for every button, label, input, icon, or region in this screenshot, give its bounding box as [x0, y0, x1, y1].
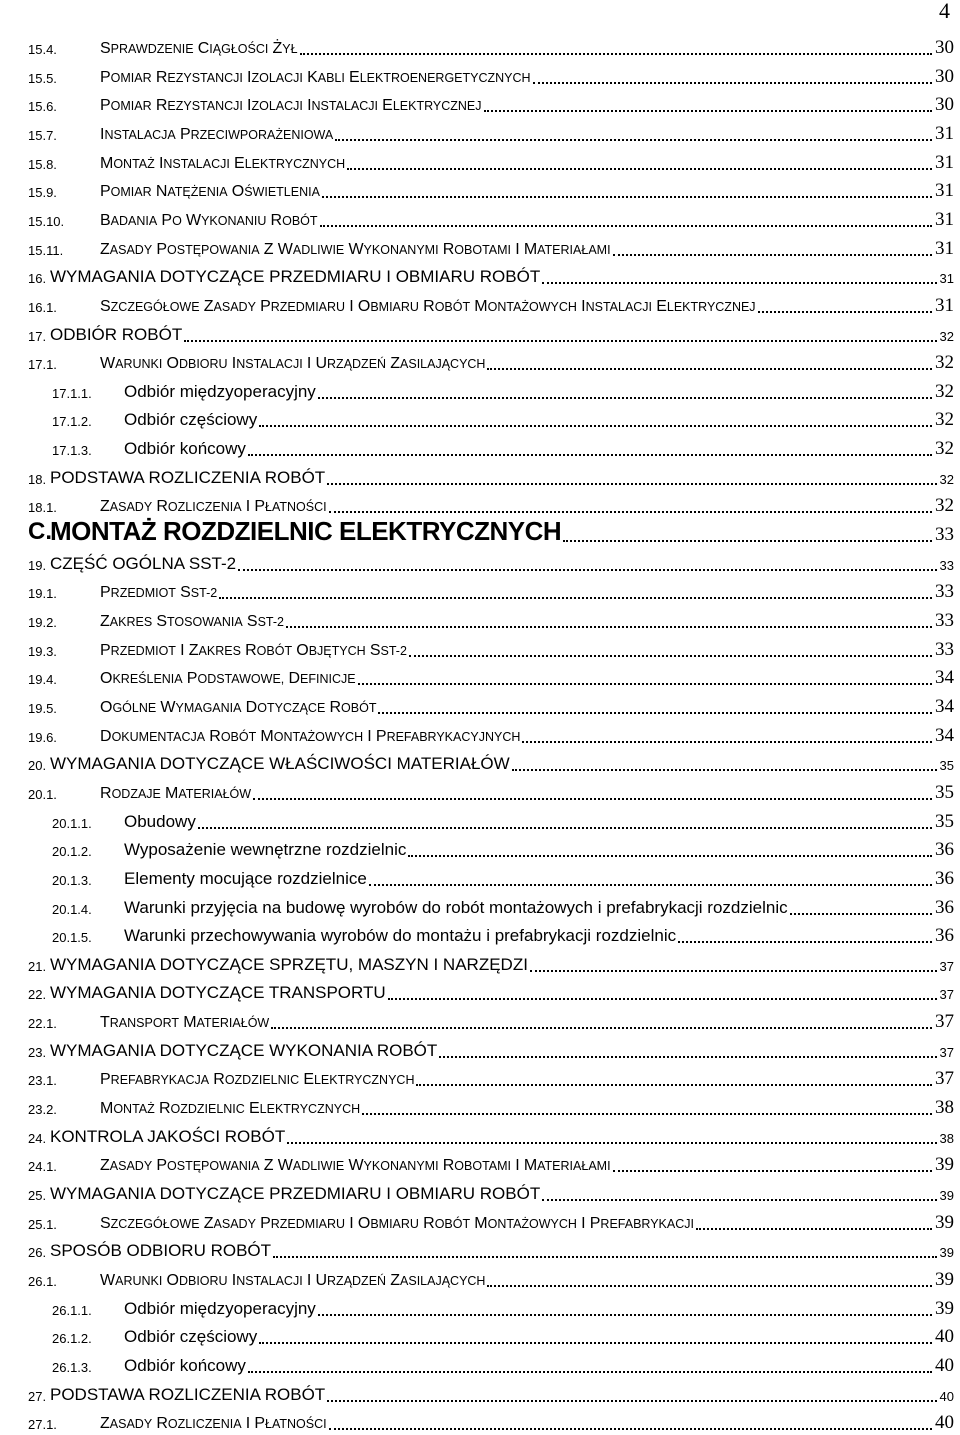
toc-entry-page: 39 [935, 1211, 954, 1233]
toc-entry[interactable] [0, 720, 954, 748]
toc-entry-title: Odbiór końcowy [124, 1355, 246, 1375]
toc-entry-title: WYMAGANIA DOTYCZĄCE PRZEDMIARU I OBMIARU ROBÓT [50, 267, 541, 287]
toc-entry-page: 32 [939, 328, 954, 344]
toc-entry-title: WYMAGANIA DOTYCZĄCE PRZEDMIARU I OBMIARU ROBÓT [50, 1184, 541, 1203]
toc-entry[interactable] [0, 892, 954, 920]
toc-entry[interactable] [0, 347, 954, 375]
toc-entry[interactable] [0, 1035, 954, 1063]
toc-entry[interactable] [0, 1063, 954, 1091]
toc-entry-number: 16.1. [28, 299, 57, 315]
toc-leader-dots [563, 540, 932, 542]
toc-entry-number: 27. [28, 1388, 47, 1404]
toc-entry[interactable] [0, 662, 954, 690]
toc-entry-title: WARUNKI ODBIORU INSTALACJI I URZĄDZEŃ ZASILAJĄCYCH [100, 355, 486, 373]
toc-leader-dots [287, 1142, 937, 1144]
toc-entry-number: 23.1. [28, 1073, 57, 1089]
toc-entry-number: 15.6. [28, 99, 57, 115]
toc-entry[interactable] [0, 1092, 954, 1120]
toc-entry-page: 33 [935, 581, 954, 603]
toc-leader-dots [378, 712, 932, 714]
toc-entry-number: 20.1.5. [52, 930, 92, 946]
toc-entry-page: 37 [939, 987, 954, 1003]
toc-entry-page: 38 [935, 1097, 954, 1119]
toc-leader-dots [416, 1084, 932, 1086]
toc-leader-dots [286, 626, 932, 628]
toc-entry[interactable] [0, 863, 954, 891]
toc-entry-title: Odbiór częściowy [124, 1327, 258, 1347]
toc-leader-dots [318, 1314, 932, 1316]
toc-leader-dots [522, 741, 932, 743]
toc-entry-title: ZASADY POSTĘPOWANIA Z WADLIWIE WYKONANYMI ROBOTAMI I MATERIAŁAMI [100, 240, 611, 258]
toc-leader-dots [248, 1371, 932, 1373]
toc-entry[interactable] [0, 433, 954, 461]
toc-leader-dots [533, 82, 932, 84]
toc-entry-number: 15.7. [28, 127, 57, 143]
toc-entry-number: 26.1.3. [52, 1359, 92, 1375]
toc-entry[interactable] [0, 233, 954, 261]
toc-entry-title: SZCZEGÓŁOWE ZASADY PRZEDMIARU I OBMIARU ROBÓT MONTAŻOWYCH I PREFABRYKACJI [100, 1214, 694, 1232]
toc-entry-number: 26.1.2. [52, 1331, 92, 1347]
toc-entry-title: KONTROLA JAKOŚCI ROBÓT [50, 1126, 286, 1146]
toc-leader-dots [362, 1113, 932, 1115]
toc-entry-page: 37 [939, 1044, 954, 1060]
toc-entry-page: 32 [935, 380, 954, 402]
toc-entry-title: Elementy mocujące rozdzielnice [124, 868, 367, 888]
toc-entry-page: 39 [939, 1188, 954, 1203]
toc-entry[interactable] [0, 261, 954, 289]
toc-entry-title: SPOSÓB ODBIORU ROBÓT [50, 1241, 272, 1261]
toc-entry-title: POMIAR NATĘŻENIA OŚWIETLENIA [100, 183, 320, 201]
toc-entry-title: ODBIÓR ROBÓT [50, 324, 183, 344]
toc-leader-dots [369, 884, 932, 886]
toc-entry-number: 22.1. [28, 1016, 57, 1032]
toc-entry-title: Odbiór częściowy [124, 410, 258, 430]
toc-leader-dots [487, 1285, 932, 1287]
toc-entry-number: 16. [28, 271, 47, 287]
toc-entry-title: OGÓLNE WYMAGANIA DOTYCZĄCE ROBÓT [100, 698, 377, 716]
toc-entry-number: 19.2. [28, 615, 57, 630]
toc-entry-number: 15.11. [28, 242, 64, 258]
toc-entry-page: 32 [935, 438, 954, 460]
toc-entry-number: C. [28, 518, 52, 546]
toc-entry[interactable] [0, 920, 954, 948]
toc-entry-title: PODSTAWA ROZLICZENIA ROBÓT [50, 1384, 326, 1404]
toc-entry-page: 39 [935, 1268, 954, 1290]
toc-entry-number: 19.1. [28, 586, 57, 602]
toc-entry[interactable] [0, 1006, 954, 1034]
toc-leader-dots [530, 970, 937, 972]
toc-entry-number: 21. [28, 958, 47, 974]
toc-entry-title: PODSTAWA ROZLICZENIA ROBÓT [50, 467, 326, 487]
toc-entry[interactable] [0, 513, 954, 547]
toc-entry-page: 30 [935, 37, 954, 58]
toc-entry-title: Warunki przyjęcia na budowę wyrobów do robót montażowych i prefabrykacji rozdzielnic [124, 897, 788, 917]
toc-entry-number: 26. [28, 1245, 47, 1261]
toc-entry-title: Odbiór końcowy [124, 439, 246, 459]
toc-entry[interactable] [0, 691, 954, 719]
toc-leader-dots [273, 1256, 937, 1258]
toc-entry[interactable] [0, 1121, 954, 1149]
toc-entry[interactable] [0, 61, 954, 89]
toc-leader-dots [613, 254, 932, 256]
toc-entry-page: 39 [939, 1245, 954, 1261]
toc-leader-dots [318, 397, 932, 399]
toc-entry-title: ZASADY POSTĘPOWANIA Z WADLIWIE WYKONANYMI ROBOTAMI I MATERIAŁAMI [100, 1157, 611, 1175]
toc-entry-title: POMIAR REZYSTANCJI IZOLACJI KABLI ELEKTROENERGETYCZNYCH [100, 68, 531, 86]
toc-entry-title: TRANSPORT MATERIAŁÓW [100, 1014, 270, 1032]
toc-entry-page: 38 [939, 1130, 954, 1146]
toc-leader-dots [542, 1199, 937, 1201]
toc-entry-number: 20.1.2. [52, 844, 92, 860]
toc-entry-page: 34 [935, 695, 954, 717]
toc-entry-number: 19. [28, 557, 47, 573]
toc-entry[interactable] [0, 1178, 954, 1206]
toc-entry-number: 15.4. [28, 42, 57, 57]
toc-entry-number: 17.1. [28, 357, 57, 373]
toc-entry[interactable] [0, 806, 954, 834]
toc-entry[interactable] [0, 204, 954, 232]
toc-entry-page: 36 [935, 867, 954, 889]
toc-entry-page: 33 [935, 638, 954, 660]
toc-entry[interactable] [0, 949, 954, 977]
toc-entry-number: 19.5. [28, 700, 57, 716]
toc-entry-number: 20.1. [28, 786, 57, 802]
toc-leader-dots [512, 769, 937, 771]
toc-entry-title: INSTALACJA PRZECIWPORAŻENIOWA [100, 125, 334, 143]
toc-leader-dots [347, 168, 932, 170]
toc-entry[interactable] [0, 576, 954, 604]
toc-leader-dots [184, 340, 937, 342]
toc-entry-page: 33 [935, 524, 954, 546]
toc-entry-page: 36 [935, 925, 954, 947]
toc-leader-dots [259, 1342, 932, 1344]
toc-entry-title: Obudowy [124, 811, 196, 831]
toc-entry-title: BADANIA PO WYKONANIU ROBÓT [100, 211, 318, 229]
toc-entry-title: ZASADY ROZLICZENIA I PŁATNOŚCI [100, 1415, 327, 1433]
page-number: 4 [939, 0, 950, 23]
toc-leader-dots [678, 941, 932, 943]
toc-leader-dots [248, 454, 932, 456]
toc-entry-page: 35 [935, 781, 954, 803]
toc-leader-dots [388, 998, 937, 1000]
toc-entry-number: 20. [28, 758, 47, 774]
toc-entry-page: 31 [935, 180, 954, 202]
toc-entry-number: 26.1.1. [52, 1302, 92, 1318]
toc-entry-page: 32 [935, 352, 954, 374]
toc-leader-dots [439, 1056, 937, 1058]
toc-entry-title: MONTAŻ ROZDZIELNIC ELEKTRYCZNYCH [100, 1100, 361, 1118]
toc-entry[interactable] [0, 1321, 954, 1349]
toc-entry[interactable] [0, 404, 954, 432]
toc-entry-page: 37 [935, 1068, 954, 1090]
toc-entry-title: MONTAŻ ROZDZIELNIC ELEKTRYCZNYCH [50, 516, 562, 547]
toc-leader-dots [758, 311, 932, 313]
toc-entry[interactable] [0, 118, 954, 146]
toc-entry-number: 15.10. [28, 213, 65, 229]
toc-entry[interactable] [0, 290, 954, 318]
toc-entry-number: 23.2. [28, 1102, 57, 1118]
toc-entry-title: Odbiór międzyoperacyjny [124, 381, 316, 401]
toc-leader-dots [613, 1170, 932, 1172]
toc-entry-page: 34 [935, 724, 954, 746]
toc-entry-number: 18.1. [28, 500, 57, 516]
toc-entry-page: 31 [939, 271, 954, 287]
toc-entry-number: 17.1.1. [52, 385, 92, 401]
toc-entry[interactable] [0, 147, 954, 175]
toc-entry-page: 34 [935, 667, 954, 689]
toc-entry-number: 20.1.1. [52, 815, 92, 831]
toc-entry-page: 32 [935, 409, 954, 431]
toc-entry-number: 19.6. [28, 729, 57, 745]
toc-entry-title: WYMAGANIA DOTYCZĄCE SPRZĘTU, MASZYN I NARZĘDZI [50, 954, 528, 974]
toc-entry-number: 23. [28, 1044, 47, 1060]
toc-entry-title: WYMAGANIA DOTYCZĄCE TRANSPORTU [50, 983, 386, 1003]
toc-leader-dots [259, 425, 932, 427]
toc-entry[interactable] [0, 748, 954, 776]
toc-entry[interactable] [0, 1207, 954, 1235]
toc-entry-number: 25. [28, 1188, 47, 1203]
toc-entry[interactable] [0, 1149, 954, 1177]
toc-entry-page: 36 [935, 896, 954, 918]
toc-leader-dots [696, 1228, 932, 1230]
toc-entry[interactable] [0, 175, 954, 203]
toc-entry-number: 20.1.4. [52, 901, 92, 917]
toc-entry-page: 31 [935, 122, 954, 144]
toc-entry-number: 17.1.2. [52, 414, 92, 430]
toc-entry-number: 19.3. [28, 643, 57, 659]
toc-entry-title: CZĘŚĆ OGÓLNA SST-2 [50, 553, 237, 573]
toc-leader-dots [219, 597, 932, 599]
toc-entry[interactable] [0, 548, 954, 576]
toc-entry[interactable] [0, 376, 954, 404]
toc-entry-title: WYMAGANIA DOTYCZĄCE WYKONANIA ROBÓT [50, 1040, 438, 1060]
toc-entry-title: PREFABRYKACJA ROZDZIELNIC ELEKTRYCZNYCH [100, 1071, 415, 1089]
toc-entry-page: 35 [939, 758, 954, 774]
toc-entry-number: 17. [28, 328, 47, 344]
toc-entry-title: RODZAJE MATERIAŁÓW [100, 784, 252, 802]
toc-entry-number: 17.1.3. [52, 443, 92, 459]
toc-entry-title: WARUNKI ODBIORU INSTALACJI I URZĄDZEŃ ZASILAJĄCYCH [100, 1271, 486, 1289]
toc-entry[interactable] [0, 977, 954, 1005]
toc-entry[interactable] [0, 1264, 954, 1292]
toc-entry[interactable] [0, 777, 954, 805]
toc-leader-dots [327, 1400, 937, 1402]
toc-entry-page: 40 [935, 1326, 954, 1348]
toc-entry-number: 15.9. [28, 185, 57, 201]
toc-entry-title: WYMAGANIA DOTYCZĄCE WŁAŚCIWOŚCI MATERIAŁÓW [50, 754, 510, 774]
toc-entry-number: 25.1. [28, 1216, 57, 1232]
toc-entry-page: 37 [935, 1011, 954, 1033]
toc-entry-title: ZASADY ROZLICZENIA I PŁATNOŚCI [100, 498, 327, 516]
toc-entry-page: 31 [935, 208, 954, 230]
toc-leader-dots [408, 855, 932, 857]
toc-entry-title: Odbiór międzyoperacyjny [124, 1298, 316, 1318]
toc-entry-number: 15.5. [28, 70, 57, 86]
toc-entry-page: 36 [935, 839, 954, 861]
toc-leader-dots [335, 139, 932, 141]
toc-entry-title: PRZEDMIOT I ZAKRES ROBÓT OBJĘTYCH SST-2 [100, 641, 407, 659]
toc-leader-dots [790, 913, 932, 915]
toc-entry-title: POMIAR REZYSTANCJI IZOLACJI INSTALACJI ELEKTRYCZNEJ [100, 97, 482, 115]
toc-leader-dots [542, 282, 937, 284]
toc-entry-page: 32 [935, 495, 954, 517]
toc-entry[interactable] [0, 319, 954, 347]
toc-entry[interactable] [0, 89, 954, 117]
toc-entry[interactable] [0, 1379, 954, 1407]
toc-entry[interactable] [0, 462, 954, 490]
toc-entry-page: 33 [939, 557, 954, 573]
toc-leader-dots [322, 196, 932, 198]
toc-leader-dots [320, 225, 932, 227]
toc-entry-title: DOKUMENTACJA ROBÓT MONTAŻOWYCH I PREFABRYKACYJNYCH [100, 727, 521, 745]
toc-leader-dots [484, 110, 932, 112]
toc-leader-dots [253, 798, 932, 800]
toc-entry-page: 31 [935, 237, 954, 259]
toc-entry[interactable] [0, 605, 954, 633]
toc-entry-title: ZAKRES STOSOWANIA SST-2 [100, 613, 284, 630]
toc-entry-number: 18. [28, 471, 47, 487]
toc-leader-dots [487, 368, 932, 370]
toc-leader-dots [409, 655, 932, 657]
toc-entry-title: SZCZEGÓŁOWE ZASADY PRZEDMIARU I OBMIARU ROBÓT MONTAŻOWYCH INSTALACJI ELEKTRYCZNEJ [100, 297, 756, 315]
toc-leader-dots [198, 827, 932, 829]
toc-entry[interactable] [0, 32, 954, 60]
toc-entry-title: Warunki przechowywania wyrobów do montażu i prefabrykacji rozdzielnic [124, 926, 677, 946]
toc-entry-title: SPRAWDZENIE CIĄGŁOŚCI ŻYŁ [100, 40, 298, 57]
toc-entry-number: 27.1. [28, 1417, 57, 1433]
toc-entry-page: 40 [935, 1354, 954, 1376]
toc-entry-number: 15.8. [28, 156, 57, 172]
toc-entry-page: 40 [939, 1388, 954, 1404]
toc-entry[interactable] [0, 1350, 954, 1378]
toc-entry[interactable] [0, 834, 954, 862]
toc-entry-number: 22. [28, 987, 47, 1003]
toc-entry-number: 24.1. [28, 1159, 57, 1175]
toc-leader-dots [238, 569, 937, 571]
toc-entry-number: 19.4. [28, 672, 57, 688]
toc-entry-page: 39 [935, 1154, 954, 1176]
toc-entry-title: PRZEDMIOT SST-2 [100, 584, 218, 602]
toc-leader-dots [271, 1027, 932, 1029]
toc-entry-page: 31 [935, 294, 954, 316]
toc-leader-dots [358, 683, 932, 685]
toc-entry-title: OKREŚLENIA PODSTAWOWE, DEFINICJE [100, 670, 356, 688]
toc-entry[interactable] [0, 1407, 954, 1435]
toc-leader-dots [300, 53, 932, 55]
toc-entry[interactable] [0, 1235, 954, 1263]
toc-entry-page: 33 [935, 610, 954, 631]
toc-entry-page: 35 [935, 810, 954, 832]
toc-entry-title: Wyposażenie wewnętrzne rozdzielnic [124, 840, 407, 860]
toc-entry[interactable] [0, 1293, 954, 1321]
toc-entry-page: 30 [935, 65, 954, 87]
toc-entry-number: 26.1. [28, 1273, 57, 1289]
toc-entry-number: 20.1.3. [52, 872, 92, 888]
toc-entry-page: 40 [935, 1412, 954, 1434]
toc-entry-page: 39 [935, 1297, 954, 1319]
toc-entry-page: 31 [935, 151, 954, 173]
toc-leader-dots [329, 1428, 932, 1430]
toc-entry-title: MONTAŻ INSTALACJI ELEKTRYCZNYCH [100, 154, 346, 172]
toc-entry[interactable] [0, 634, 954, 662]
toc-entry-page: 30 [935, 94, 954, 116]
toc-entry-number: 24. [28, 1130, 47, 1146]
toc-entry-page: 37 [939, 958, 954, 974]
toc-leader-dots [327, 483, 937, 485]
toc-entry-page: 32 [939, 471, 954, 487]
